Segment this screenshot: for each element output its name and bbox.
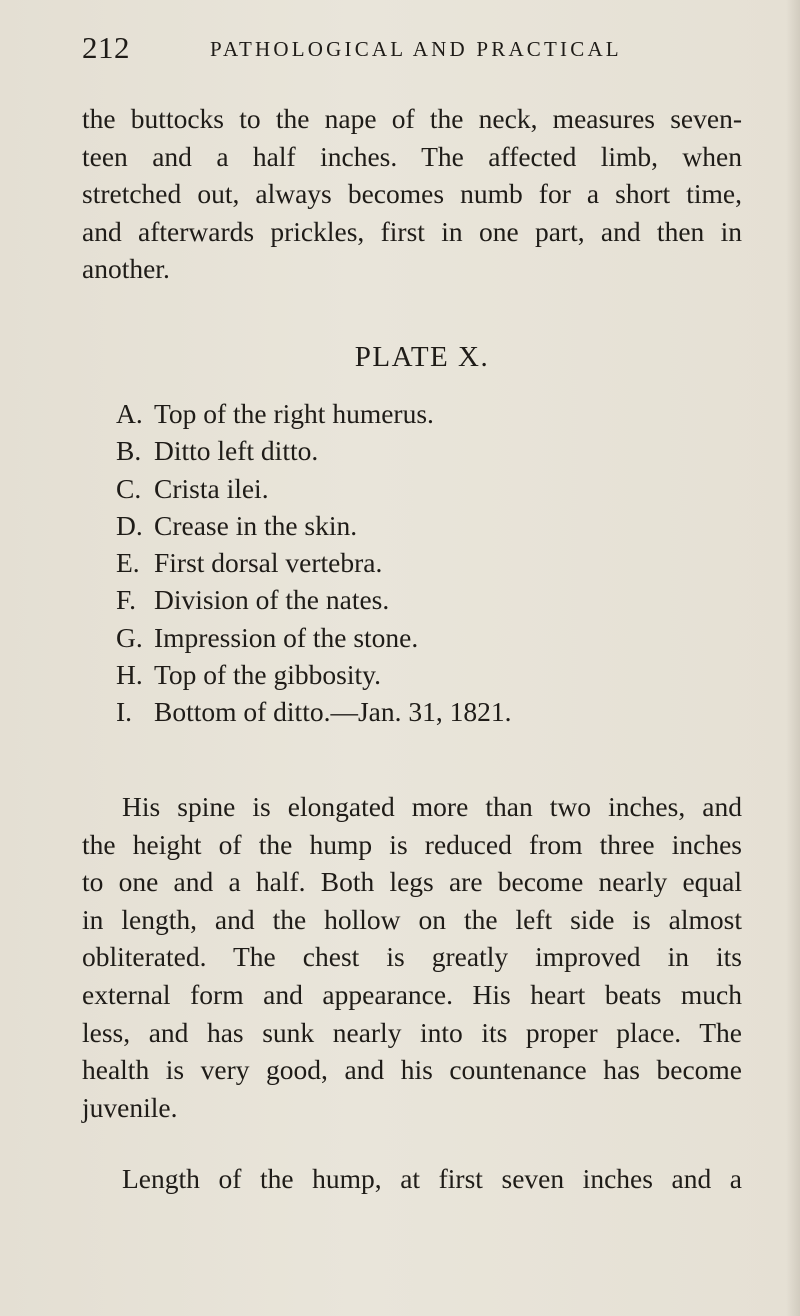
legend-text: Impression of the stone.: [154, 621, 419, 653]
legend-text: Ditto left ditto.: [154, 435, 319, 467]
legend-letter: C.: [116, 472, 142, 504]
legend-item: [116, 693, 736, 730]
paragraph-3: [82, 1160, 742, 1198]
legend-item: [116, 432, 736, 469]
paragraph-2: [82, 788, 742, 1126]
legend-item: [116, 507, 736, 544]
text-line: to one and a half. Both legs are become nearly equal: [82, 866, 742, 898]
text-line: external form and appearance. His heart beats much: [82, 978, 742, 1010]
text-line: stretched out, always becomes numb for a short time,: [82, 178, 742, 210]
paragraph-1: [82, 100, 742, 288]
legend-letter: H.: [116, 659, 143, 691]
text-line: less, and has sunk nearly into its proper place. The: [82, 1016, 742, 1048]
text-line: obliterated. The chest is greatly improved in its: [82, 941, 742, 973]
legend-item: [116, 581, 736, 618]
running-head: [82, 30, 722, 70]
text-line: health is very good, and his countenance has become: [82, 1054, 742, 1086]
legend-text: Bottom of ditto.—Jan. 31, 1821.: [154, 696, 512, 728]
legend-letter: I.: [116, 696, 133, 728]
text-line: juvenile.: [82, 1091, 178, 1123]
legend-text: Top of the right humerus.: [154, 398, 434, 429]
legend-item: [116, 470, 736, 507]
legend-item: [116, 656, 736, 693]
page-edge-shadow: [786, 0, 800, 1316]
legend-text: Crease in the skin.: [154, 509, 358, 541]
legend-letter: D.: [116, 509, 143, 541]
running-head-title: PATHOLOGICAL AND PRACTICAL: [210, 37, 622, 61]
legend-item: [116, 544, 736, 581]
text-line: His spine is elongated more than two inches, and: [122, 791, 742, 822]
text-line: and afterwards prickles, first in one part, and then in: [82, 215, 742, 247]
legend-letter: F.: [116, 584, 136, 616]
legend-text: Top of the gibbosity.: [154, 659, 381, 691]
legend-letter: B.: [116, 435, 142, 467]
legend-text: Crista ilei.: [154, 472, 269, 504]
text-line: teen and a half inches. The affected limb, when: [82, 140, 742, 172]
plate-legend-list: [116, 395, 736, 731]
legend-text: First dorsal vertebra.: [154, 547, 383, 579]
legend-item: [116, 395, 736, 432]
legend-letter: A.: [116, 398, 143, 429]
page-number: 212: [82, 30, 130, 65]
legend-letter: G.: [116, 621, 143, 653]
text-line: another.: [82, 253, 170, 285]
text-line: the buttocks to the nape of the neck, measures seven-: [82, 103, 742, 134]
text-line: Length of the hump, at first seven inches and a: [122, 1163, 742, 1194]
legend-item: [116, 619, 736, 656]
legend-text: Division of the nates.: [154, 584, 390, 616]
legend-letter: E.: [116, 547, 140, 579]
text-line: the height of the hump is reduced from three inches: [82, 828, 742, 860]
text-line: in length, and the hollow on the left side is almost: [82, 903, 742, 935]
plate-heading: PLATE X.: [354, 341, 490, 373]
